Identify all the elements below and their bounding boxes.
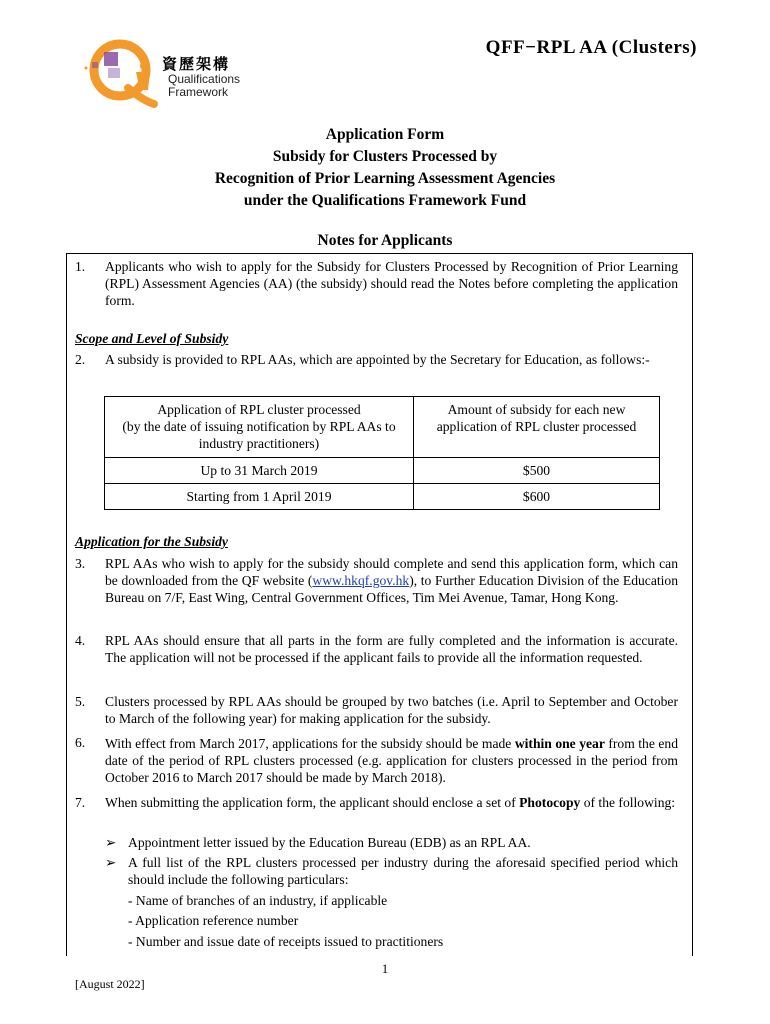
- particular-item: - Number and issue date of receipts issued to practitioners: [128, 934, 444, 949]
- note-7-bullet-2: A full list of the RPL clusters processed per industry during the aforesaid specified period which should include the following particulars:: [128, 855, 678, 887]
- note-3-text-a: RPL AAs who wish to apply for the subsidy should complete and send this application form, which can be downloaded from the QF website (: [105, 556, 678, 588]
- page-number: 1: [381, 962, 389, 976]
- note-1-text: Applicants who wish to apply for the Subsidy for Clusters Processed by Recognition of Prior Learning (RPL) Assessment Agencies (AA) (the subsidy) should read the Notes before completing the application form.: [105, 259, 678, 308]
- amount-cell: $600: [414, 484, 660, 510]
- note-1-number: 1.: [75, 259, 86, 274]
- col1-header-line1: Application of RPL cluster processed: [157, 402, 361, 417]
- form-code: QFF−RPL AA (Clusters): [485, 37, 697, 58]
- table-row: [105, 484, 660, 510]
- note-2-number: 2.: [75, 352, 86, 367]
- period-cell: Up to 31 March 2019: [105, 458, 414, 484]
- title-line-2: Subsidy for Clusters Processed by: [272, 148, 498, 165]
- title-line-4: under the Qualifications Framework Fund: [243, 192, 527, 209]
- note-6-text-b: from the end date of the period of RPL clusters processed (e.g. application for clusters processed in the period from October 2016 to March 2017 should be made by March 2018).: [105, 736, 678, 785]
- bullet-arrow-icon: ➢: [105, 855, 117, 870]
- table-row: [105, 458, 660, 484]
- note-5-number: 5.: [75, 694, 86, 709]
- form-title: [0, 124, 770, 212]
- particular-item: - Application reference number: [128, 913, 299, 928]
- qf-website-link[interactable]: www.hkqf.gov.hk: [312, 573, 410, 588]
- col1-header-line2: (by the date of issuing notification by RPL AAs to industry practitioners): [122, 419, 396, 451]
- note-6-text: [105, 735, 678, 786]
- note-7-text-a: When submitting the application form, the applicant should enclose a set of: [105, 795, 520, 810]
- note-4-text: RPL AAs should ensure that all parts in the form are fully completed and the information is accurate. The application will not be processed if the applicant fails to provide all the information requested.: [105, 633, 678, 665]
- subsidy-table-header: [105, 397, 660, 458]
- logo-english-text: [168, 73, 240, 99]
- subsidy-table-col2-header: Amount of subsidy for each new application of RPL cluster processed: [414, 397, 660, 458]
- note-3-number: 3.: [75, 556, 86, 571]
- note-5-text: Clusters processed by RPL AAs should be grouped by two batches (i.e. April to September and October to March of the following year) for making application for the subsidy.: [105, 694, 678, 726]
- title-line-3: Recognition of Prior Learning Assessment Agencies: [214, 170, 556, 187]
- title-line-1: Application Form: [325, 126, 445, 143]
- subsidy-table: [104, 396, 660, 510]
- note-6-number: 6.: [75, 735, 86, 750]
- note-4-number: 4.: [75, 633, 86, 648]
- note-6-bold: within one year: [514, 736, 605, 751]
- amount-cell: $500: [414, 458, 660, 484]
- note-7-number: 7.: [75, 795, 86, 810]
- note-7-bullet-1: Appointment letter issued by the Education Bureau (EDB) as an RPL AA.: [128, 835, 531, 850]
- note-2-text: A subsidy is provided to RPL AAs, which are appointed by the Secretary for Education, as follows:-: [105, 352, 650, 367]
- particular-item: - Name of branches of an industry, if applicable: [128, 893, 388, 908]
- bullet-arrow-icon: ➢: [105, 835, 117, 850]
- logo-english-line1: Qualifications: [168, 72, 241, 86]
- period-cell: Starting from 1 April 2019: [105, 484, 414, 510]
- section-application-heading: Application for the Subsidy: [75, 534, 228, 549]
- notes-heading: Notes for Applicants: [317, 232, 453, 249]
- subsidy-table-col1-header: [105, 397, 414, 458]
- section-scope-heading: Scope and Level of Subsidy: [75, 331, 229, 346]
- note-7-bold: Photocopy: [519, 795, 581, 810]
- note-7-text-b: of the following:: [580, 795, 676, 810]
- logo-english-line2: Framework: [168, 85, 229, 99]
- note-3-text: [105, 555, 678, 606]
- note-6-text-a: With effect from March 2017, applications for the subsidy should be made: [105, 736, 515, 751]
- note-3-text-b: ), to Further Education Division of the Education Bureau on 7/F, East Wing, Central Government Offices, Tim Mei Avenue, Tamar, Hong Kong.: [105, 573, 679, 605]
- logo-chinese-text: 資歷架構: [162, 55, 231, 73]
- note-7-text: [105, 794, 678, 811]
- footer-date: [August 2022]: [75, 977, 145, 991]
